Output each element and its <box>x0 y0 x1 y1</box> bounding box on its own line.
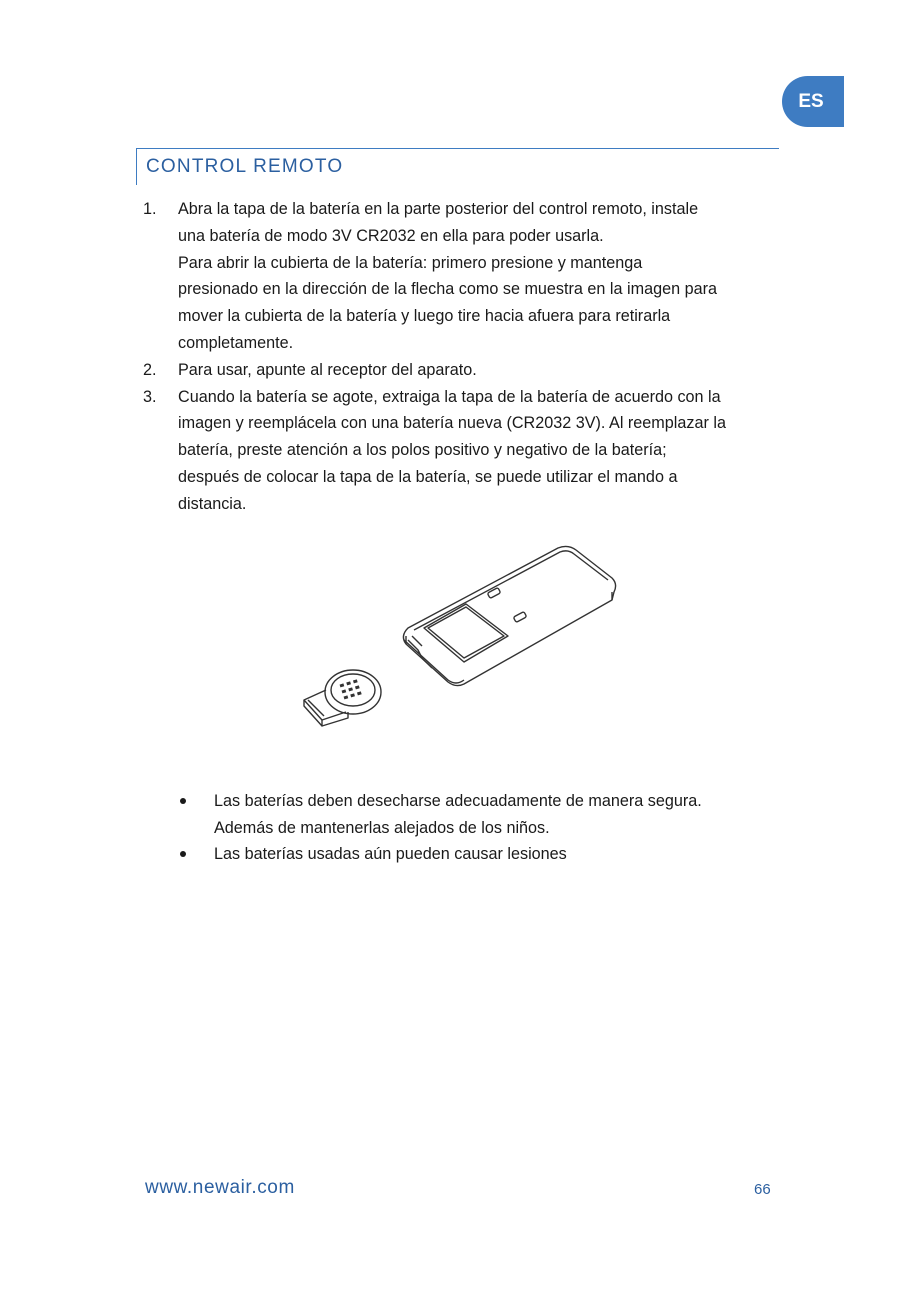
step-item <box>143 384 783 518</box>
step-line: Para abrir la cubierta de la batería: primero presione y mantenga <box>178 253 643 272</box>
bullet-line: Las baterías usadas aún pueden causar lesiones <box>214 845 567 863</box>
step-text <box>178 196 783 357</box>
step-text <box>178 384 783 518</box>
bullet-icon <box>175 788 214 841</box>
instruction-steps <box>143 196 783 518</box>
page-number: 66 <box>754 1181 771 1198</box>
bullet-text <box>214 841 567 868</box>
step-line: presionado en la dirección de la flecha como se muestra en la imagen para <box>178 280 718 299</box>
step-line: batería, preste atención a los polos positivo y negativo de la batería; <box>178 441 667 460</box>
step-number: 3. <box>143 387 157 406</box>
footer-website-link[interactable]: www.newair.com <box>145 1177 295 1198</box>
step-item <box>143 196 783 357</box>
remote-control-drawing <box>403 546 615 685</box>
step-line: después de colocar la tapa de la batería, se puede utilizar el mando a <box>178 467 678 486</box>
language-code: ES <box>798 90 824 112</box>
bullet-text <box>214 788 702 841</box>
step-line: Para usar, apunte al receptor del aparato. <box>178 360 477 379</box>
step-line: distancia. <box>178 494 247 513</box>
step-number: 1. <box>143 200 157 218</box>
bullet-line: Además de mantenerlas alejados de los niños. <box>214 818 550 837</box>
section-header <box>136 148 779 185</box>
step-item <box>143 357 783 384</box>
step-line: completamente. <box>178 333 294 352</box>
remote-battery-illustration <box>296 540 646 740</box>
safety-notes <box>175 788 775 868</box>
list-item <box>175 788 775 841</box>
list-item <box>175 841 775 868</box>
step-line: Abra la tapa de la batería en la parte posterior del control remoto, instale <box>178 200 699 218</box>
step-line: imagen y reemplácela con una batería nueva (CR2032 3V). Al reemplazar la <box>178 414 726 433</box>
bullet-icon <box>175 841 214 868</box>
step-text <box>178 357 783 384</box>
step-line: una batería de modo 3V CR2032 en ella para poder usarla. <box>178 226 604 245</box>
coin-battery-drawing <box>304 670 381 726</box>
step-line: mover la cubierta de la batería y luego tire hacia afuera para retirarla <box>178 307 671 326</box>
language-tab <box>782 76 844 127</box>
step-line: Cuando la batería se agote, extraiga la tapa de la batería de acuerdo con la <box>178 387 721 406</box>
step-number: 2. <box>143 360 157 379</box>
section-title: CONTROL REMOTO <box>146 156 344 177</box>
bullet-line: Las baterías deben desecharse adecuadamente de manera segura. <box>214 792 702 810</box>
